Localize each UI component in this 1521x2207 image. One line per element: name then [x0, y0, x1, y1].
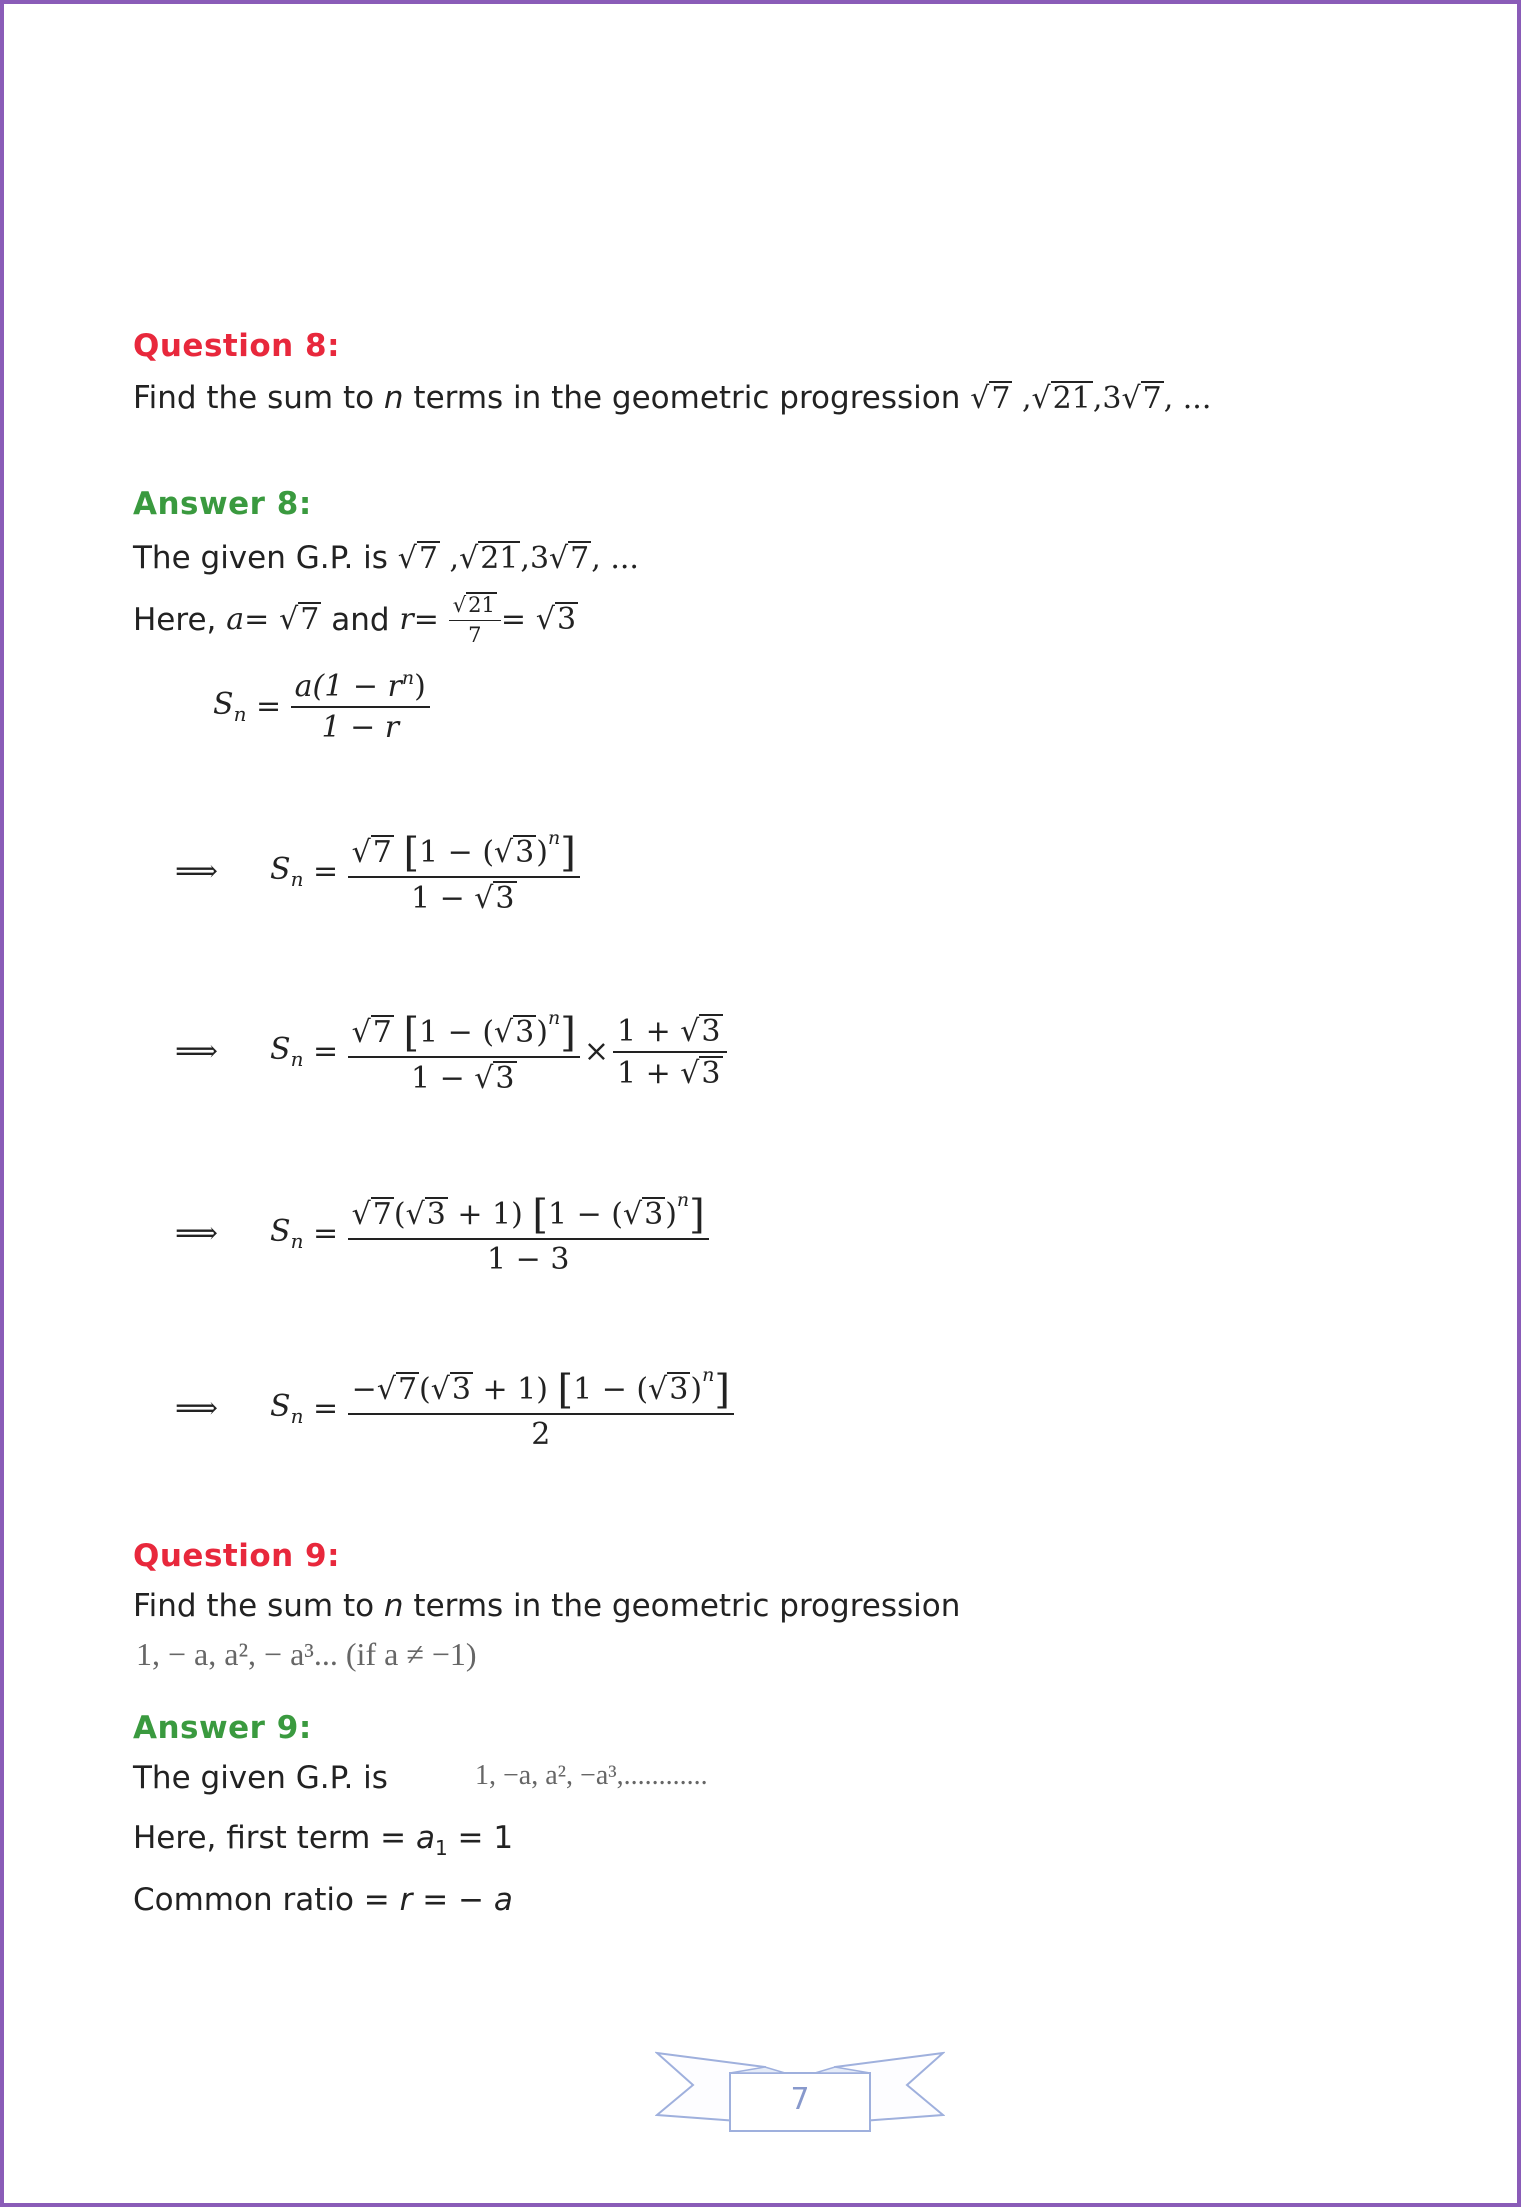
answer-8-a-and-r [133, 592, 578, 647]
step-3-fraction: $\frac{√7(√3 + 1) [1 - (√3)^n]}{1 - 3}$ [348, 1190, 709, 1276]
step-2-conjugate-fraction: $\frac{1 + √3}{1 + √3}$ [613, 1014, 727, 1090]
r-fraction: $\frac{√21}{7}$ [449, 592, 501, 647]
step-4-fraction: $\frac{-√7(√3 + 1) [1 - (√3)^n]}{2}$ [348, 1365, 734, 1451]
var-a: a [493, 1882, 513, 1918]
step-1-fraction: $\frac{√7 [1 - (√3)^n]}{1 - √3}$ [348, 828, 580, 915]
answer-8-given-gp [133, 540, 639, 576]
sum-formula-fraction: $\frac{a(1 - r^n)}{1 - r}$ [291, 668, 430, 744]
answer-8-heading: Answer 8: [133, 486, 312, 522]
common-ratio-label: Common ratio = [133, 1882, 400, 1918]
step-3: ⟹ $S_n$ = $\frac{√7(√3 + 1) [1 - (√3)^n]}{1 - 3}$ [175, 1190, 709, 1276]
question-8-text [133, 380, 1211, 416]
implies-icon: ⟹ [175, 1034, 219, 1069]
sum-formula: $S_n$ = $\frac{a(1 - r^n)}{1 - r}$ [213, 668, 430, 744]
question-8-heading: Question 8: [133, 328, 340, 364]
implies-icon: ⟹ [175, 854, 219, 889]
implies-icon: ⟹ [175, 1390, 219, 1426]
question-9-var-n: n [383, 1588, 404, 1624]
given-gp-label: The given G.P. is [133, 1760, 388, 1796]
question-8-text-suffix: terms in the geometric progression [403, 380, 971, 416]
step-4: ⟹ $S_n$ = $\frac{-√7(√3 + 1) [1 - (√3)^n]}{2}$ [175, 1365, 734, 1451]
question-8-sequence: √7 ,√21,3√7, ... [970, 381, 1212, 416]
implies-icon: ⟹ [175, 1215, 219, 1251]
var-a: a [226, 602, 245, 638]
given-gp-sequence: √7 ,√21,3√7, ... [397, 541, 639, 576]
question-9-text-suffix: terms in the geometric progression [403, 1588, 961, 1624]
answer-9-sequence-image: 1, −a, a², −a³,............ [475, 1760, 708, 1791]
equals: = [413, 602, 439, 638]
step-2-fraction: $\frac{√7 [1 - (√3)^n]}{1 - √3}$ [348, 1008, 580, 1095]
subscript-1: 1 [434, 1836, 448, 1861]
equals: = − [412, 1882, 494, 1918]
question-9-text-prefix: Find the sum to [133, 1588, 384, 1624]
var-r: r [399, 602, 414, 638]
answer-9-common-ratio [133, 1882, 513, 1918]
answer-9-given-gp [133, 1760, 388, 1796]
var-a: a [415, 1820, 435, 1856]
r-value: √3 [535, 602, 577, 638]
step-2: ⟹ $S_n$ = $\frac{√7 [1 - (√3)^n]}{1 - √3}$ × $\frac{1 + √3}{1 + √3}$ [175, 1008, 727, 1095]
question-9-text [133, 1588, 960, 1624]
question-9-sequence-image: 1, − a, a², − a³... (if a ≠ −1) [136, 1636, 477, 1672]
a-value: √7 [279, 602, 320, 638]
answer-9-heading: Answer 9: [133, 1710, 312, 1746]
equals: = [500, 602, 526, 638]
given-gp-label: The given G.P. is [133, 540, 398, 576]
question-8-text-prefix: Find the sum to [133, 380, 384, 416]
question-8-var-n: n [383, 380, 404, 416]
and-label: and [321, 601, 400, 638]
var-r: r [399, 1882, 413, 1918]
page-number: 7 [790, 2082, 810, 2117]
answer-9-first-term [133, 1820, 513, 1860]
sn-symbol: $S_n$ [213, 686, 247, 726]
times-icon: × [583, 1034, 609, 1069]
step-1: ⟹ $S_n$ = $\frac{√7 [1 - (√3)^n]}{1 - √3}$ [175, 828, 580, 915]
first-term-label: Here, first term = [133, 1820, 416, 1856]
first-term-value: = 1 [447, 1820, 514, 1856]
here-label: Here, [133, 601, 217, 638]
equals: = [244, 602, 270, 638]
question-9-heading: Question 9: [133, 1538, 340, 1574]
